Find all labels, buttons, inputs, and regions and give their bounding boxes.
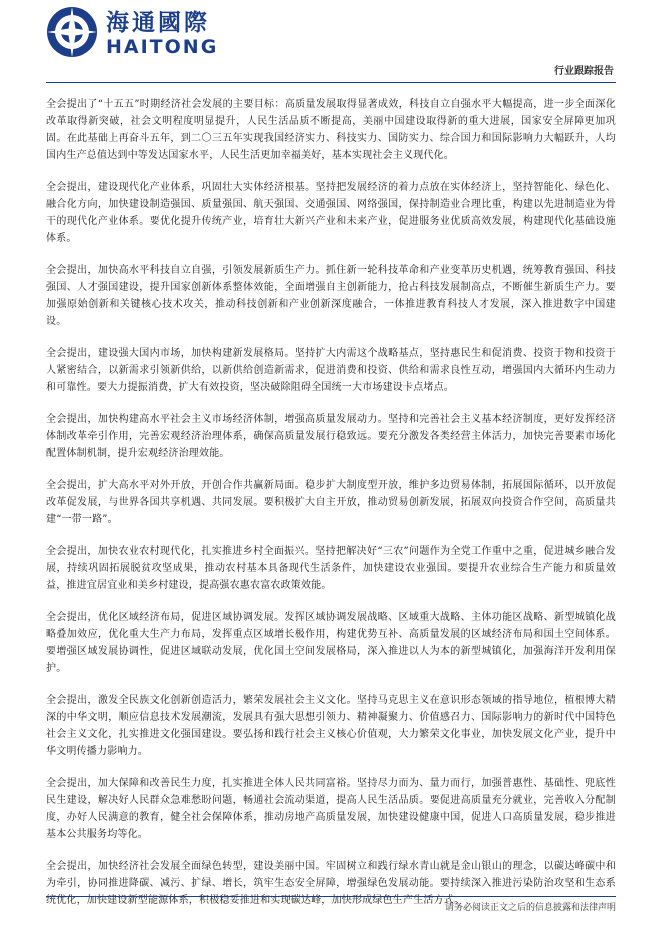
- report-type-label: 行业跟踪报告: [554, 66, 614, 77]
- footer-divider: [46, 896, 616, 897]
- paragraph-agriculture: 全会提出，加快农业农村现代化，扎实推进乡村全面振兴。坚持把解决好“三农”问题作为全党工作重中之重，促进城乡融合发展，持续巩固拓展脱贫攻坚成果，推动农村基本具备现代生活条件，加快建设农业强国。要提升农业综合生产能力和质量效益，推进宜居宜业和美乡村建设，提高强农惠农富农政策效能。: [46, 546, 616, 591]
- paragraph-green: 全会提出，加快经济社会发展全面绿色转型，建设美丽中国。牢固树立和践行绿水青山就是金山银山的理念，以碳达峰碳中和为牵引，协同推进降碳、减污、扩绿、增长，筑牢生态安全屏障，增强绿色发展动能。要持续深入推进污染防治攻坚和生态系统优化，加快建设新型能源体系，积极稳妥推进和实现碳达峰，加快形成绿色生产生活方式。: [46, 861, 616, 906]
- paragraph-culture: 全会提出，激发全民族文化创新创造活力，繁荣发展社会主义文化。坚持马克思主义在意识形态领域的指导地位，植根博大精深的中华文明，顺应信息技术发展潮流，发展具有强大思想引领力、精神凝聚力、价值感召力、国际影响力的新时代中国特色社会主义文化，扎实推进文化强国建设。要弘扬和践行社会主义核心价值观，大力繁荣文化事业，加快发展文化产业，提升中华文明传播力影响力。: [46, 695, 616, 757]
- page-header: [0, 0, 662, 78]
- haitong-logo-icon: [46, 6, 98, 58]
- brand-name-en: HAITONG: [106, 36, 219, 58]
- paragraph-livelihood: 全会提出，加大保障和改善民生力度，扎实推进全体人民共同富裕。坚持尽力而为、量力而行，加强普惠性、基础性、兜底性民生建设，解决好人民群众急难愁盼问题，畅通社会流动渠道，提高人民生活品质。要促进高质量充分就业，完善收入分配制度，办好人民满意的教育，健全社会保障体系，推动房地产高质量发展，加快建设健康中国，促进人口高质量发展，稳步推进基本公共服务均等化。: [46, 778, 616, 840]
- paragraph-regional: 全会提出，优化区域经济布局，促进区域协调发展。发挥区域协调发展战略、区域重大战略、主体功能区战略、新型城镇化战略叠加效应，优化重大生产力布局，发挥重点区域增长极作用，构建优势互补、高质量发展的区域经济布局和国土空间体系。要增强区域发展协调性，促进区域联动发展，优化国土空间发展格局，深入推进以人为本的新型城镇化，加强海洋开发利用保护。: [46, 612, 616, 674]
- paragraph-industry-system: 全会提出，建设现代化产业体系，巩固壮大实体经济根基。坚持把发展经济的着力点放在实体经济上，坚持智能化、绿色化、融合化方向，加快建设制造强国、质量强国、航天强国、交通强国、网络强国，保持制造业合理比重，构建以先进制造业为骨干的现代化产业体系。要优化提升传统产业，培育壮大新兴产业和未来产业，促进服务业优质高效发展，构建现代化基础设施体系。: [46, 182, 616, 244]
- paragraph-opening-up: 全会提出，扩大高水平对外开放，开创合作共赢新局面。稳步扩大制度型开放，维护多边贸易体制，拓展国际循环，以开放促改革促发展，与世界各国共享机遇、共同发展。要积极扩大自主开放，推动贸易创新发展，拓展双向投资合作空间，高质量共建“一带一路”。: [46, 480, 616, 525]
- paragraph-technology: 全会提出，加快高水平科技自立自强，引领发展新质生产力。抓住新一轮科技革命和产业变革历史机遇，统筹教育强国、科技强国、人才强国建设，提升国家创新体系整体效能，全面增强自主创新能力，抢占科技发展制高点，不断催生新质生产力。要加强原始创新和关键核心技术攻关，推动科技创新和产业创新深度融合，一体推进教育科技人才发展，深入推进数字中国建设。: [46, 265, 616, 327]
- disclaimer-note: 请务必阅读正文之后的信息披露和法律声明: [444, 903, 616, 913]
- paragraph-main-goals: 全会提出了“十五五”时期经济社会发展的主要目标：高质量发展取得显著成效，科技自立自强水平大幅提高，进一步全面深化改革取得新突破，社会文明程度明显提升，人民生活品质不断提高，美丽中国建设取得新的重大进展，国家安全屏障更加巩固。在此基础上再奋斗五年，到二〇三五年实现我国经济实力、科技实力、国防实力、综合国力和国际影响力大幅跃升，人均国内生产总值达到中等发达国家水平，人民生活更加幸福美好，基本实现社会主义现代化。: [46, 99, 616, 161]
- report-body: [46, 96, 616, 924]
- paragraph-domestic-market: 全会提出，建设强大国内市场，加快构建新发展格局。坚持扩大内需这个战略基点，坚持惠民生和促消费、投资于物和投资于人紧密结合，以新需求引领新供给，以新供给创造新需求，促进消费和投资、供给和需求良性互动，增强国内大循环内生动力和可靠性。要大力提振消费，扩大有效投资，坚决破除阻碍全国统一大市场建设卡点堵点。: [46, 348, 616, 393]
- brand-name-cn: 海通國際: [106, 10, 210, 36]
- paragraph-market-economy: 全会提出，加快构建高水平社会主义市场经济体制，增强高质量发展动力。坚持和完善社会主义基本经济制度，更好发挥经济体制改革牵引作用，完善宏观经济治理体系，确保高质量发展行稳致远。要充分激发各类经营主体活力，加快完善要素市场化配置体制机制，提升宏观经济治理效能。: [46, 414, 616, 459]
- header-divider: [46, 82, 616, 83]
